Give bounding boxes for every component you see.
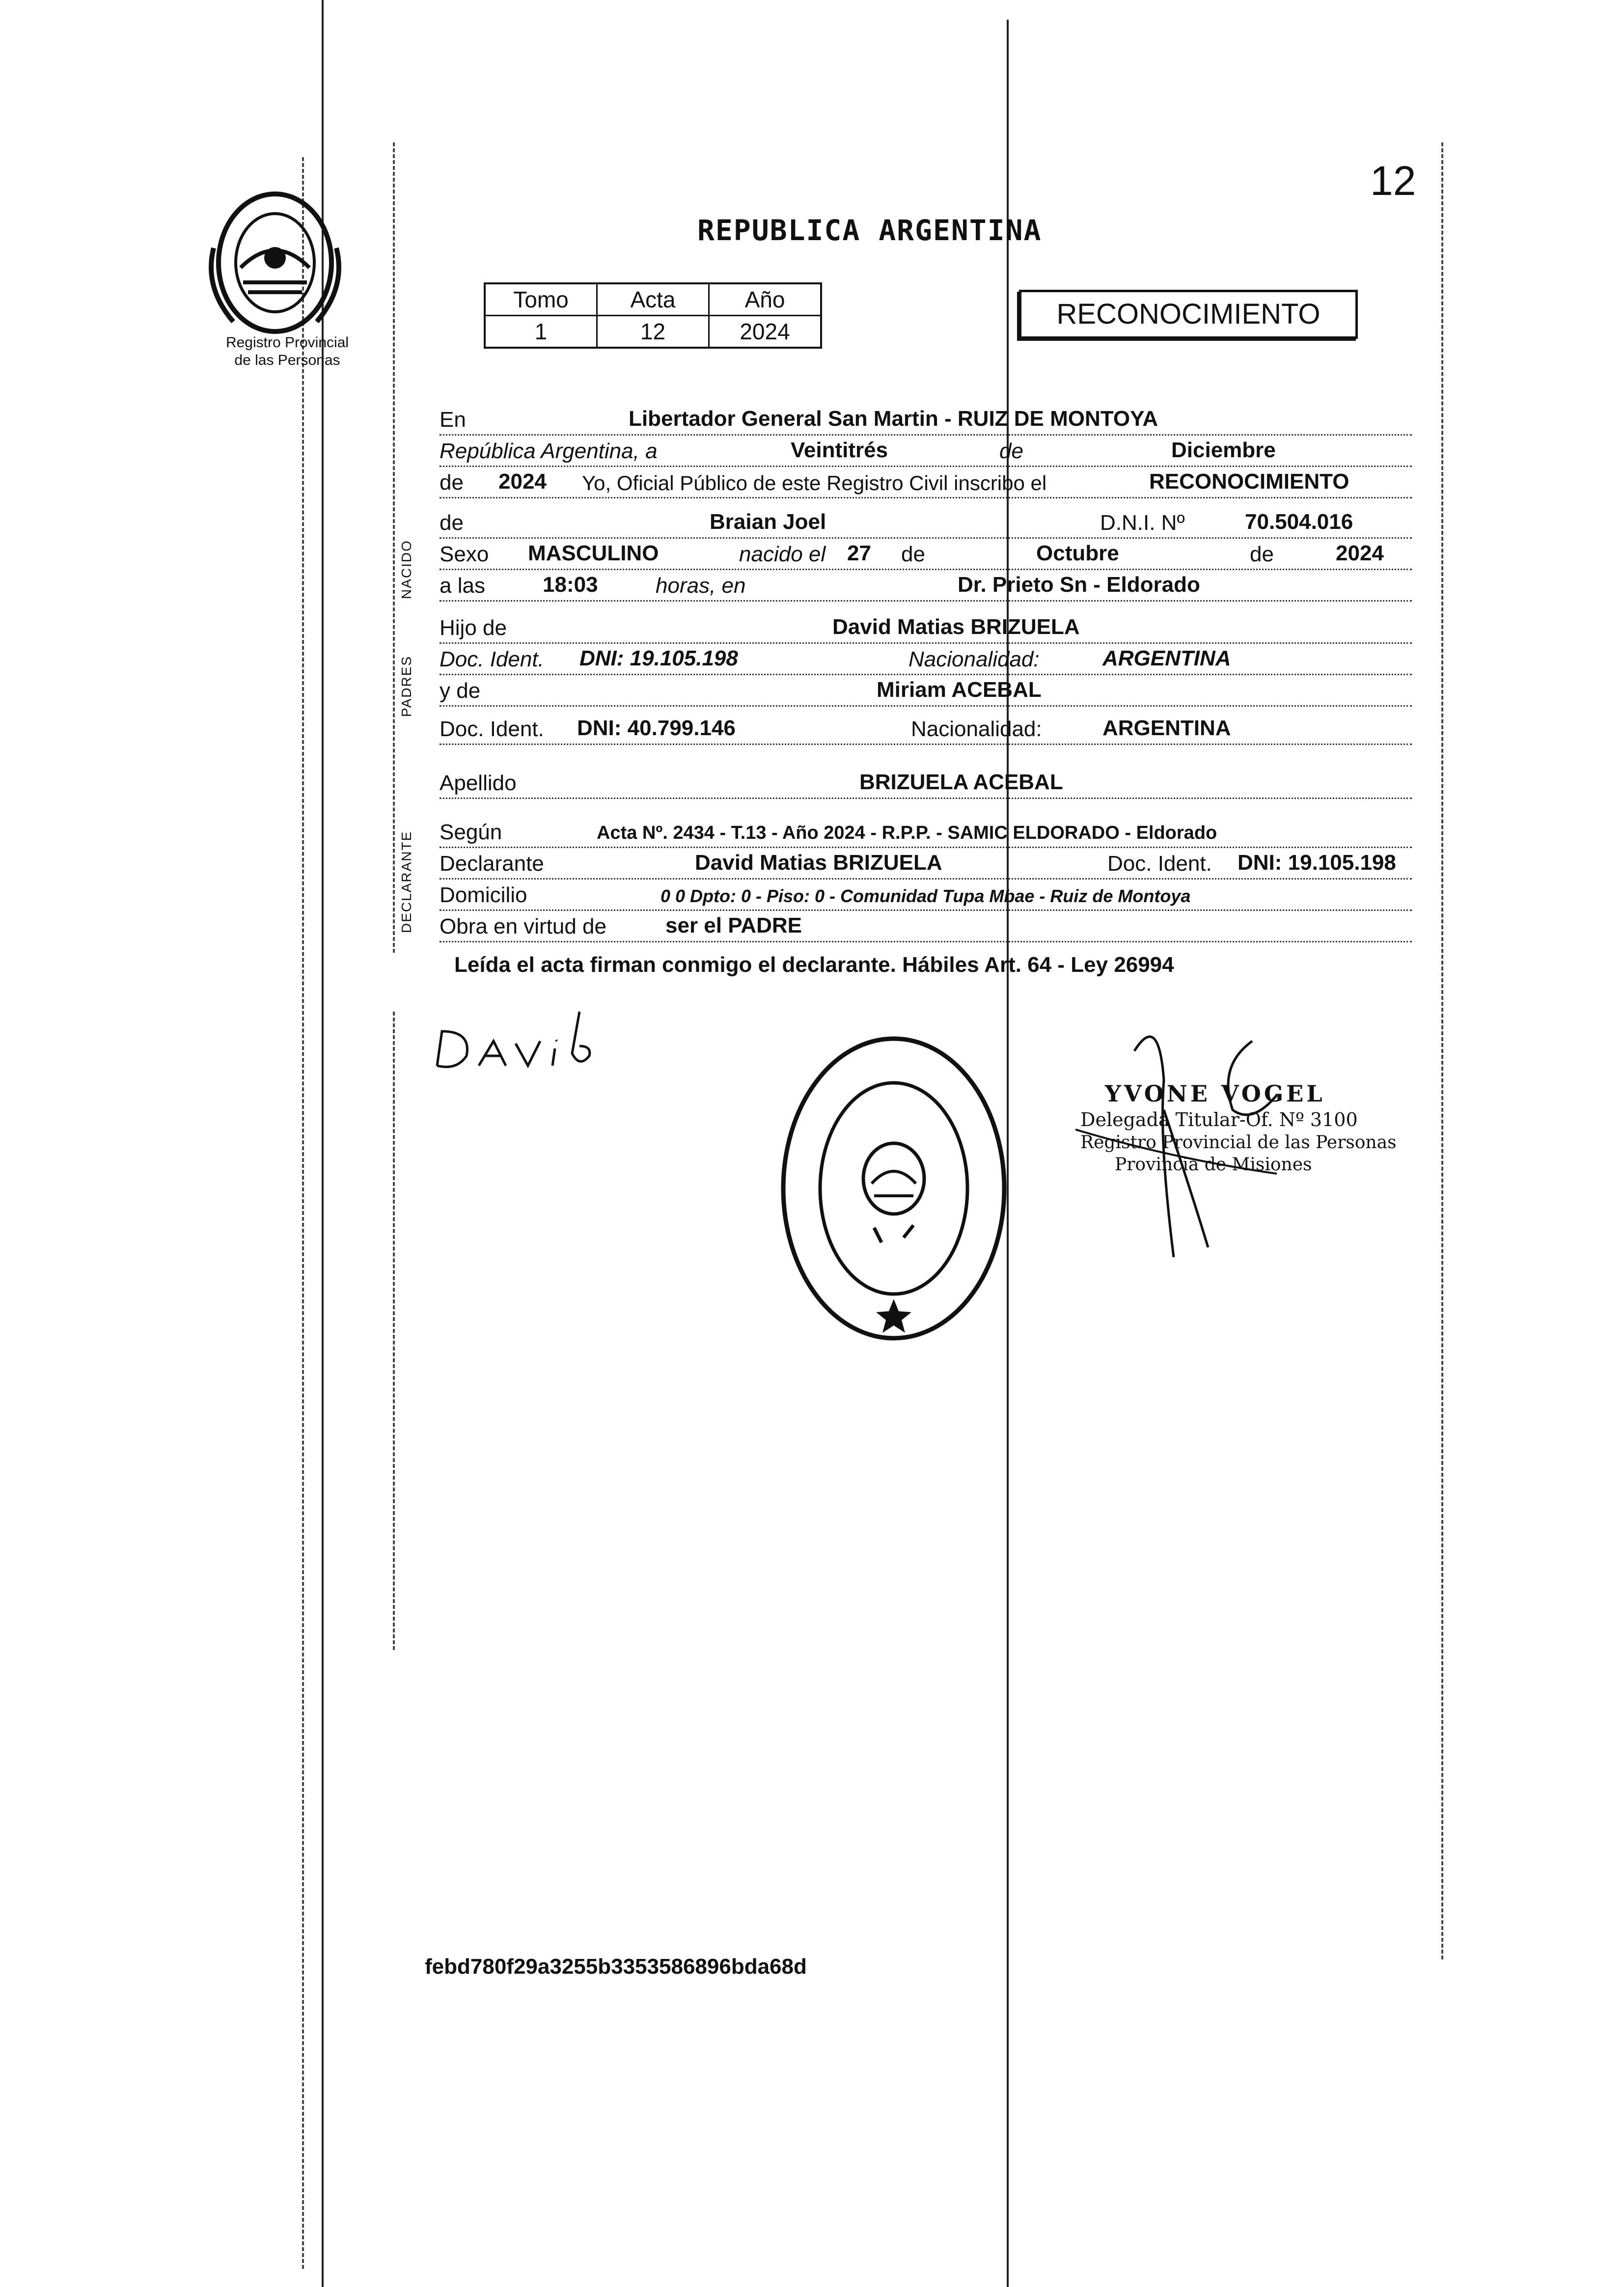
label-inscripcion-de: de <box>440 470 464 495</box>
label-madre-doc: Doc. Ident. <box>440 717 544 741</box>
table-value-tomo: 1 <box>485 316 597 348</box>
declarant-signature <box>432 1002 619 1075</box>
logo-caption-line1: Registro Provincial <box>225 334 349 351</box>
label-segun: Según <box>440 820 502 844</box>
official-stamp <box>776 1031 1012 1346</box>
label-hijo-de: Hijo de <box>440 616 507 640</box>
value-inscripcion: RECONOCIMIENTO <box>1149 469 1349 494</box>
label-horas-en: horas, en <box>656 574 746 598</box>
document-hash: febd780f29a3255b3353586896bda68d <box>425 1955 807 1979</box>
page-number: 12 <box>1370 158 1416 204</box>
value-madre-doc: DNI: 40.799.146 <box>577 716 736 740</box>
value-apellido: BRIZUELA ACEBAL <box>859 770 1063 794</box>
table-value-anio: 2024 <box>709 316 822 348</box>
label-sexo: Sexo <box>440 542 489 566</box>
value-year: 2024 <box>498 469 547 494</box>
act-type-box: RECONOCIMIENTO <box>1019 290 1358 339</box>
row-segun <box>440 815 1412 848</box>
label-fecha-prefix: República Argentina, a <box>440 439 658 463</box>
label-en: En <box>440 408 466 432</box>
value-month: Diciembre <box>1171 438 1276 462</box>
signer-line2: Registro Provincial de las Personas <box>1080 1132 1397 1153</box>
row-hora <box>440 569 1412 602</box>
row-declarante <box>440 847 1412 880</box>
value-en: Libertador General San Martin - RUIZ DE MONTOYA <box>629 407 1158 431</box>
table-header-acta: Acta <box>597 283 709 316</box>
side-label-declarante: DECLARANTE <box>399 830 414 933</box>
label-nacido-de: de <box>440 511 464 535</box>
signer-block <box>1080 1080 1424 1175</box>
label-domicilio: Domicilio <box>440 883 527 907</box>
side-label-padres: PADRES <box>399 655 414 717</box>
label-nacido-el: nacido el <box>739 542 826 566</box>
left-edge-rule <box>302 157 304 2269</box>
value-dni: 70.504.016 <box>1245 510 1353 534</box>
row-en <box>440 403 1412 436</box>
row-sexo <box>440 537 1412 570</box>
lower-side-rule <box>393 1012 395 1650</box>
value-birth-day: 27 <box>847 541 871 565</box>
value-padre: David Matias BRIZUELA <box>832 615 1080 639</box>
table-header-anio: Año <box>709 283 822 316</box>
label-declarante: Declarante <box>440 852 544 876</box>
logo-caption-line2: de las Personas <box>234 352 340 368</box>
label-apellido: Apellido <box>440 771 517 795</box>
value-madre-nac: ARGENTINA <box>1102 716 1231 740</box>
row-padre-doc <box>440 642 1412 675</box>
row-inscripcion <box>440 466 1412 498</box>
label-y-de: y de <box>440 679 481 703</box>
label-birth-de1: de <box>901 542 925 566</box>
signer-line1: Delegada Titular-Of. Nº 3100 <box>1080 1109 1358 1130</box>
logo-caption <box>206 334 368 369</box>
row-domicilio <box>440 878 1412 911</box>
value-sexo: MASCULINO <box>528 541 659 565</box>
value-birth-month: Octubre <box>1036 541 1119 565</box>
label-fecha-de: de <box>999 439 1023 463</box>
value-segun: Acta Nº. 2434 - T.13 - Año 2024 - R.P.P. - SAMIC ELDORADO - Eldorado <box>597 823 1217 843</box>
side-label-nacido: NACIDO <box>399 540 414 599</box>
value-obra: ser el PADRE <box>665 913 802 937</box>
value-declarante: David Matias BRIZUELA <box>695 851 942 875</box>
form-side-rule <box>393 142 395 953</box>
row-madre-doc <box>440 712 1412 745</box>
row-obra <box>440 909 1412 942</box>
value-nombre: Braian Joel <box>710 510 826 534</box>
signer-line3: Provincia de Misiones <box>1115 1155 1312 1175</box>
right-edge-rule <box>1441 142 1443 1959</box>
value-day: Veintitrés <box>791 438 888 462</box>
table-header-tomo: Tomo <box>485 283 597 316</box>
closing-text: Leída el acta firman conmigo el declarante. Hábiles Art. 64 - Ley 26994 <box>454 953 1174 977</box>
value-padre-doc: DNI: 19.105.198 <box>579 646 738 670</box>
row-nacido <box>440 506 1412 539</box>
row-fecha <box>440 434 1412 467</box>
value-hora: 18:03 <box>543 573 598 597</box>
value-madre: Miriam ACEBAL <box>877 678 1042 702</box>
value-birth-year: 2024 <box>1336 541 1384 565</box>
label-obra: Obra en virtud de <box>440 914 606 938</box>
row-padre <box>440 611 1412 644</box>
document-title: REPUBLICA ARGENTINA <box>697 214 1042 247</box>
value-declarante-doc: DNI: 19.105.198 <box>1238 851 1396 875</box>
value-domicilio: 0 0 Dpto: 0 - Piso: 0 - Comunidad Tupa Mbae - Ruiz de Montoya <box>661 886 1191 906</box>
label-birth-de2: de <box>1250 542 1274 566</box>
table-value-acta: 12 <box>597 316 709 348</box>
label-madre-nac: Nacionalidad: <box>911 717 1042 741</box>
value-lugar: Dr. Prieto Sn - Eldorado <box>958 573 1200 597</box>
label-a-las: a las <box>440 574 485 598</box>
registry-logo <box>194 189 356 341</box>
value-padre-nac: ARGENTINA <box>1102 646 1231 670</box>
record-table <box>484 282 822 349</box>
label-inscripcion-text: Yo, Oficial Público de este Registro Civil inscribo el <box>582 471 1047 495</box>
label-padre-doc: Doc. Ident. <box>440 647 544 671</box>
signer-name: YVONE VOGEL <box>1105 1080 1325 1107</box>
row-madre <box>440 674 1412 707</box>
label-padre-nac: Nacionalidad: <box>908 647 1040 671</box>
label-declarante-doc: Doc. Ident. <box>1107 852 1212 876</box>
row-apellido <box>440 766 1412 799</box>
label-dni: D.N.I. Nº <box>1100 511 1185 535</box>
